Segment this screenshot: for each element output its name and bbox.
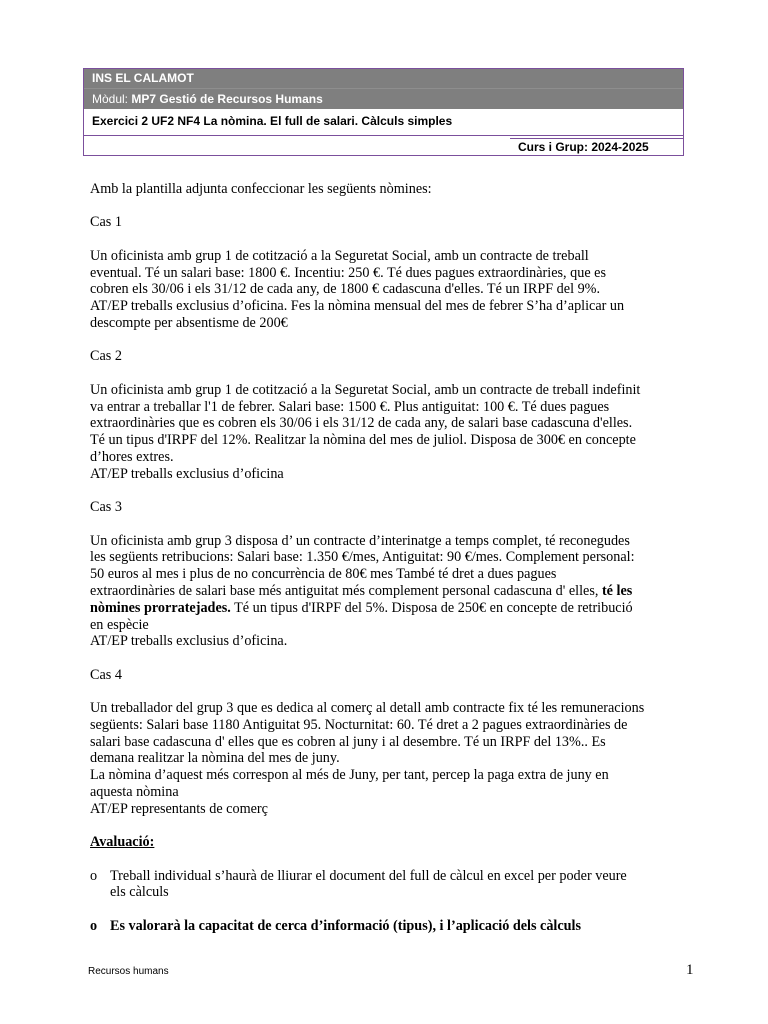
- document-body: [90, 181, 696, 951]
- exercise-title: Exercici 2 UF2 NF4 La nòmina. El full de salari. Càlculs simples: [84, 109, 683, 136]
- case-2-line: extraordinàries que es cobren els 30/06 i els 31/12 de cada any, de salari base cadascuna d'elles.: [90, 415, 633, 432]
- document-header: [83, 68, 684, 156]
- bullet-icon: o: [90, 867, 98, 884]
- case-3-line: AT/EP treballs exclusius d’oficina.: [90, 633, 288, 650]
- evaluation-heading: Avaluació:: [90, 834, 155, 851]
- case-3-line: extraordinàries de salari base més antiguitat més complement personal cadascuna d' elles,: [90, 582, 602, 599]
- case-3-line: les següents retribucions: Salari base: 1.350 €/mes, Antiguitat: 90 €/mes. Complement personal:: [90, 549, 635, 566]
- evaluation-item: [90, 868, 696, 902]
- footer-label: Recursos humans: [88, 966, 169, 977]
- case-1-line: Un oficinista amb grup 1 de cotització a la Seguretat Social, amb un contracte de treball: [90, 247, 589, 264]
- case-4-line: demana realitzar la nòmina del mes de juny.: [90, 750, 340, 767]
- case-2-line: AT/EP treballs exclusius d’oficina: [90, 465, 284, 482]
- case-4-title: Cas 4: [90, 666, 122, 683]
- module-name: MP7 Gestió de Recursos Humans: [131, 92, 323, 106]
- case-4-line: La nòmina d’aquest més correspon al més de Juny, per tant, percep la paga extra de juny en: [90, 767, 609, 784]
- page-number: 1: [686, 962, 694, 978]
- case-1-line: eventual. Té un salari base: 1800 €. Incentiu: 250 €. Té dues pagues extraordinàries, que es: [90, 264, 606, 281]
- case-3-text: [90, 533, 696, 651]
- case-4-line: aquesta nòmina: [90, 784, 179, 801]
- case-2-title: Cas 2: [90, 348, 122, 365]
- case-2-line: Un oficinista amb grup 1 de cotització a la Seguretat Social, amb un contracte de treball indefinit: [90, 381, 641, 398]
- case-3-emphasis: nòmines prorratejades.: [90, 599, 231, 616]
- module-row: [84, 88, 683, 109]
- case-1-line: AT/EP treballs exclusius d’oficina. Fes la nòmina mensual del mes de febrer S’ha d’aplicar un: [90, 298, 625, 315]
- intro-text: Amb la plantilla adjunta confeccionar les següents nòmines:: [90, 181, 432, 197]
- case-3-line: 50 euros al mes i plus de no concurrència de 80€ mes També té dret a dues pagues: [90, 566, 557, 583]
- module-label: Mòdul:: [92, 92, 129, 106]
- case-2-line: Té un tipus d'IRPF del 12%. Realitzar la nòmina del mes de juliol. Disposa de 300€ en concepte: [90, 432, 636, 449]
- evaluation-item-text: Es valorarà la capacitat de cerca d’informació (tipus), i l’aplicació dels càlculs: [110, 917, 582, 934]
- bullet-icon: o: [90, 917, 98, 934]
- case-4-line: salari base cadascuna d' elles que es cobren al juny i al desembre. Té un IRPF del 13%.. Es: [90, 733, 606, 750]
- course-group: Curs i Grup: 2024-2025: [510, 138, 683, 156]
- case-3-line: Té un tipus d'IRPF del 5%. Disposa de 250€ en concepte de retribució: [230, 599, 633, 616]
- case-2-line: va entrar a treballar l'1 de febrer. Salari base: 1500 €. Plus antiguitat: 100 €. Té dues pagues: [90, 398, 610, 415]
- case-3-title: Cas 3: [90, 499, 122, 516]
- case-4-line: següents: Salari base 1180 Antiguitat 95. Nocturnitat: 60. Té dret a 2 pagues extraordinàries de: [90, 716, 628, 733]
- evaluation-item-text: els càlculs: [110, 884, 169, 901]
- case-2-line: d’hores extres.: [90, 448, 174, 465]
- case-4-line: Un treballador del grup 3 que es dedica al comerç al detall amb contracte fix té les remuneracions: [90, 700, 645, 717]
- evaluation-item-text: Treball individual s’haurà de lliurar el document del full de càlcul en excel per poder veure: [110, 867, 627, 884]
- case-3-line: Un oficinista amb grup 3 disposa d’ un contracte d’interinatge a temps complet, té reconegudes: [90, 532, 630, 549]
- case-4-line: AT/EP representants de comerç: [90, 800, 268, 817]
- case-4-text: [90, 700, 696, 818]
- case-1-line: cobren els 30/06 i els 31/12 de cada any, de 1800 € cadascuna d'elles. Té un IRPF del 9%.: [90, 281, 601, 298]
- case-3-line: en espècie: [90, 616, 149, 633]
- case-1-line: descompte per absentisme de 200€: [90, 314, 288, 331]
- case-1-title: Cas 1: [90, 214, 122, 231]
- case-2-text: [90, 382, 696, 483]
- case-1-text: [90, 248, 696, 332]
- case-3-emphasis: té les: [601, 582, 633, 599]
- evaluation-item: [90, 918, 696, 935]
- school-name: INS EL CALAMOT: [84, 69, 683, 88]
